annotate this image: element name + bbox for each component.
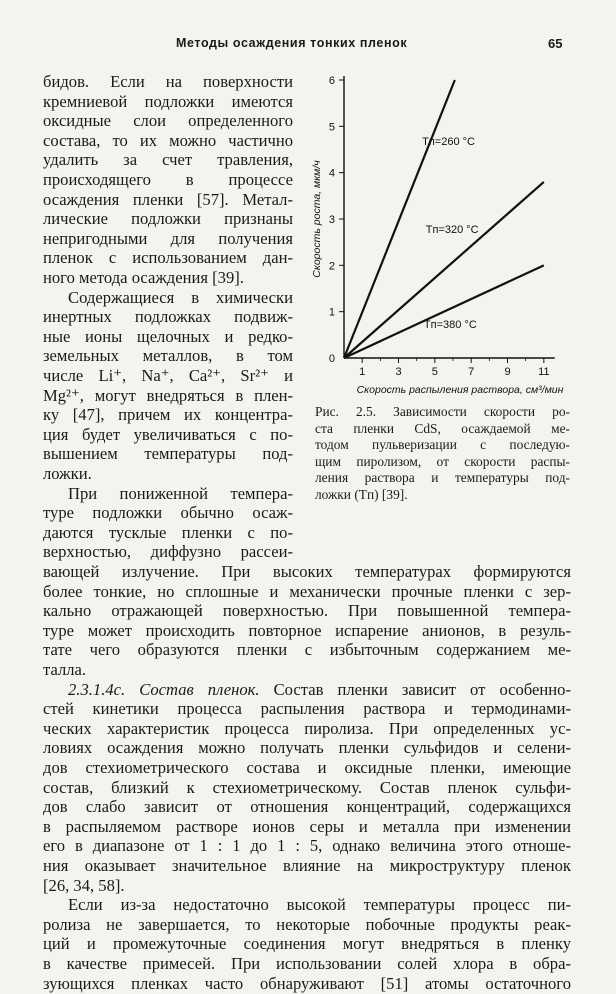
caption-line: щим пиролизом, от скорости распы-	[315, 453, 570, 469]
section-heading-line	[68, 680, 571, 700]
text-line: ций и промежуточные соединения могут внедряться в пленку	[43, 934, 571, 954]
section-text: Состав пленки зависит от особенно-	[259, 679, 571, 699]
text-line: удалить за счет травления,	[43, 150, 293, 170]
text-line: кально отражающей поверхностью. При повышенной темпера-	[43, 601, 571, 621]
text-line: зующихся пленках часто обнаруживают [51] атомы остаточного	[43, 973, 571, 993]
text-line: верхностью, диффузно рассеи-	[43, 542, 293, 562]
text-line: Mg²⁺, могут внедряться в плен-	[43, 385, 293, 405]
series-line	[344, 80, 455, 358]
caption-line: ста пленки CdS, осаждаемой ме-	[315, 420, 570, 436]
x-tick-label: 5	[431, 366, 438, 378]
text-line: ролиза не завершается, то некоторые побочные продукты реак-	[43, 914, 571, 934]
text-line: лические подложки признаны	[43, 209, 293, 229]
series-line	[344, 182, 544, 358]
y-tick-label: 0	[328, 353, 335, 365]
text-line: туре подложки обычно осаж-	[43, 503, 293, 523]
text-line: талла.	[43, 660, 87, 679]
text-line: состава, то их можно частично	[43, 130, 293, 150]
series-label: Tп=320 °C	[425, 223, 479, 236]
x-tick-label: 11	[538, 366, 550, 378]
y-tick-label: 5	[328, 121, 335, 134]
text-line: бидов. Если на поверхности	[43, 72, 293, 91]
text-line: осаждения пленки [57]. Метал-	[43, 189, 293, 209]
text-line: его в диапазоне от 1 : 1 до 1 : 5, однако величина этого отноше-	[43, 836, 571, 856]
caption-line: тодом пульверизации с последую-	[315, 437, 570, 452]
page-header	[0, 36, 616, 56]
text-line: ловиях осаждения можно получать пленки сульфидов и селени-	[43, 738, 571, 758]
text-line: земельных металлов, в том	[43, 346, 293, 366]
text-line: дов слабо зависит от отношения концентраций, содержащихся	[43, 797, 571, 817]
text-line: При пониженной темпера-	[68, 483, 293, 503]
text-line: более тонкие, но сплошные и механически прочные пленки с зер-	[43, 581, 571, 601]
series-label: Tп=380 °C	[423, 318, 477, 331]
page-number: 65	[548, 36, 563, 51]
text-line: ные ионы щелочных и редко-	[43, 326, 293, 346]
text-line: ного метода осаждения [39].	[43, 268, 244, 287]
text-line: тате чего образуются пленки с избыточным содержанием ме-	[43, 640, 571, 660]
text-line: в распыляемом растворе ионов серы и металла при изменении	[43, 816, 571, 836]
y-tick-label: 4	[328, 167, 335, 180]
text-line: ния оказывает значительное влияние на микроструктуру пленок	[43, 856, 571, 875]
text-line: пленок с использованием дан-	[43, 248, 293, 268]
text-line: инертных подложках подвиж-	[43, 307, 293, 327]
caption-line: Рис. 2.5. Зависимости скорости ро-	[315, 404, 570, 419]
y-tick-label: 2	[328, 260, 335, 273]
text-line: даются тусклые пленки с по-	[43, 522, 293, 542]
y-tick-label: 6	[328, 75, 335, 87]
text-line: Содержащиеся в химически	[68, 287, 293, 307]
text-line: ция будет увеличиваться с по-	[43, 424, 293, 444]
x-axis-label: Скорость распыления раствора, см³/мин	[356, 384, 564, 396]
text-line: вающей излучение. При высоких температурах формируются	[43, 562, 571, 581]
text-line: кремниевой подложки имеются	[43, 91, 293, 111]
y-axis-label: Скорость роста, мкм/ч	[311, 160, 323, 278]
y-tick-label: 3	[328, 214, 335, 226]
growth-rate-chart	[300, 68, 600, 398]
text-line: ложки.	[43, 464, 92, 483]
text-line: ку [47], причем их концентра-	[43, 405, 293, 425]
text-line: [26, 34, 58].	[43, 875, 125, 895]
caption-line: ложки (Tп) [39].	[315, 486, 408, 502]
text-line: непригодными для получения	[43, 228, 293, 248]
x-tick-label: 7	[468, 366, 475, 378]
x-tick-label: 9	[504, 366, 511, 378]
text-line: состав, близкий к стехиометрическому. Состав пленок сульфи-	[43, 777, 571, 797]
text-line: вышением температуры под-	[43, 444, 293, 464]
running-title: Методы осаждения тонких пленок	[176, 36, 408, 50]
figure-2-5	[300, 68, 600, 398]
text-line: ческих характеристик процесса пиролиза. При определенных ус-	[43, 718, 571, 738]
text-line: происходящего в процессе	[43, 170, 293, 189]
x-tick-label: 3	[395, 366, 402, 378]
caption-line: ления раствора и температуры под-	[315, 470, 570, 485]
text-line: Если из-за недостаточно высокой температуры процесс пи-	[68, 895, 571, 915]
series-label: Tп=260 °C	[422, 135, 475, 148]
y-tick-label: 1	[328, 306, 335, 319]
text-line: стей кинетики процесса распыления раствора и термодинами-	[43, 699, 571, 719]
text-line: в качестве примесей. При использовании солей хлора в обра-	[43, 954, 571, 973]
text-line: числе Li⁺, Na⁺, Ca²⁺, Sr²⁺ и	[43, 366, 293, 385]
series-line	[344, 265, 544, 358]
figure-caption	[315, 404, 570, 503]
text-line: туре может происходить повторное испарение анионов, в резуль-	[43, 620, 571, 640]
x-tick-label: 1	[359, 366, 366, 378]
section-heading: 2.3.1.4c. Состав пленок.	[68, 679, 260, 699]
text-line: дов стехиометрического состава и оксидные пленки, имеющие	[43, 758, 571, 777]
text-line: оксидные слои определенного	[43, 111, 293, 131]
